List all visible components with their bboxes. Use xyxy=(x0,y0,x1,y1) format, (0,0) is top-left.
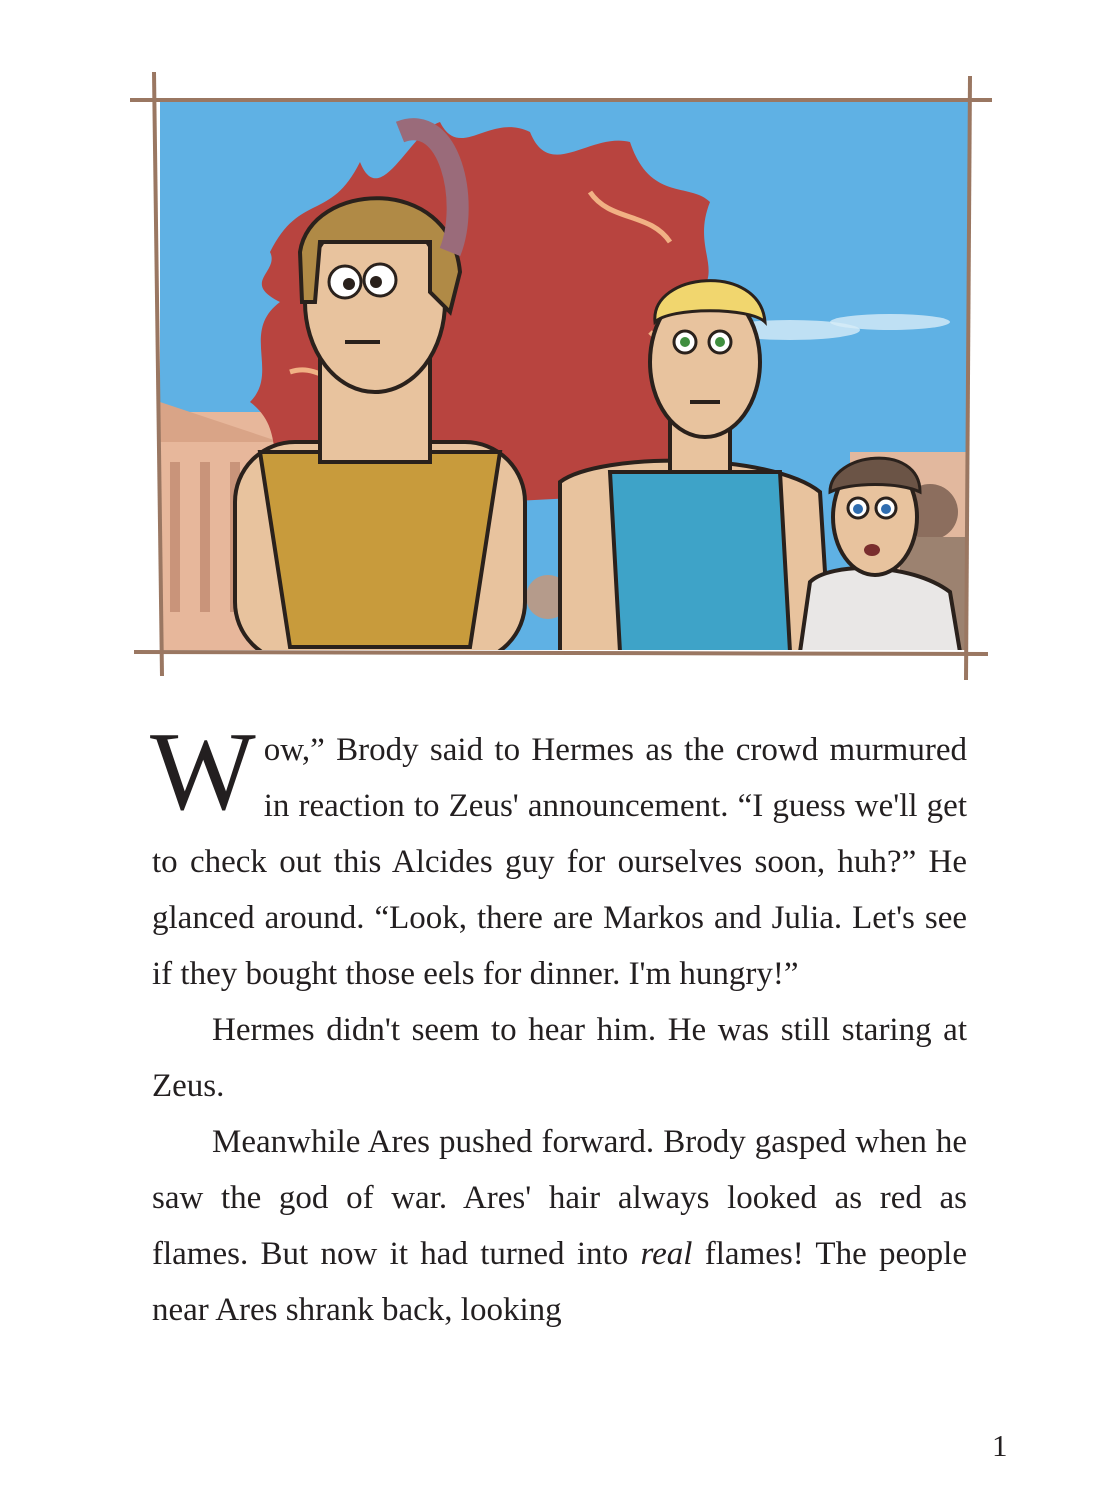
page-number: 1 xyxy=(992,1428,1008,1463)
drop-cap-letter: W xyxy=(150,710,256,834)
paragraph-3-text-after: flames! The people near Ares shrank back, looking xyxy=(152,1236,967,1328)
paragraph-3 xyxy=(152,1114,967,1338)
paragraph-3-emphasis: real xyxy=(640,1236,693,1272)
paragraph-3-text-before: Meanwhile Ares pushed forward. Brody gasped when he saw the god of war. Ares' hair always looked as red as flames. But now it had turned into xyxy=(152,1124,967,1272)
story-illustration xyxy=(130,72,992,680)
paragraph-1 xyxy=(150,710,967,1002)
story-text-block xyxy=(150,710,967,1338)
illustration-scene xyxy=(160,100,968,662)
paragraph-2: Hermes didn't seem to hear him. He was still staring at Zeus. xyxy=(152,1012,967,1104)
paragraph-1-text: ow,” Brody said to Hermes as the crowd murmured in reaction to Zeus' announcement. “I guess we'll get to check out this Alcides guy for ourselves soon, huh?” He glanced around. “Look, there are Markos and Julia. Let's see if they bought those eels for dinner. I'm hungry!” xyxy=(152,732,967,992)
